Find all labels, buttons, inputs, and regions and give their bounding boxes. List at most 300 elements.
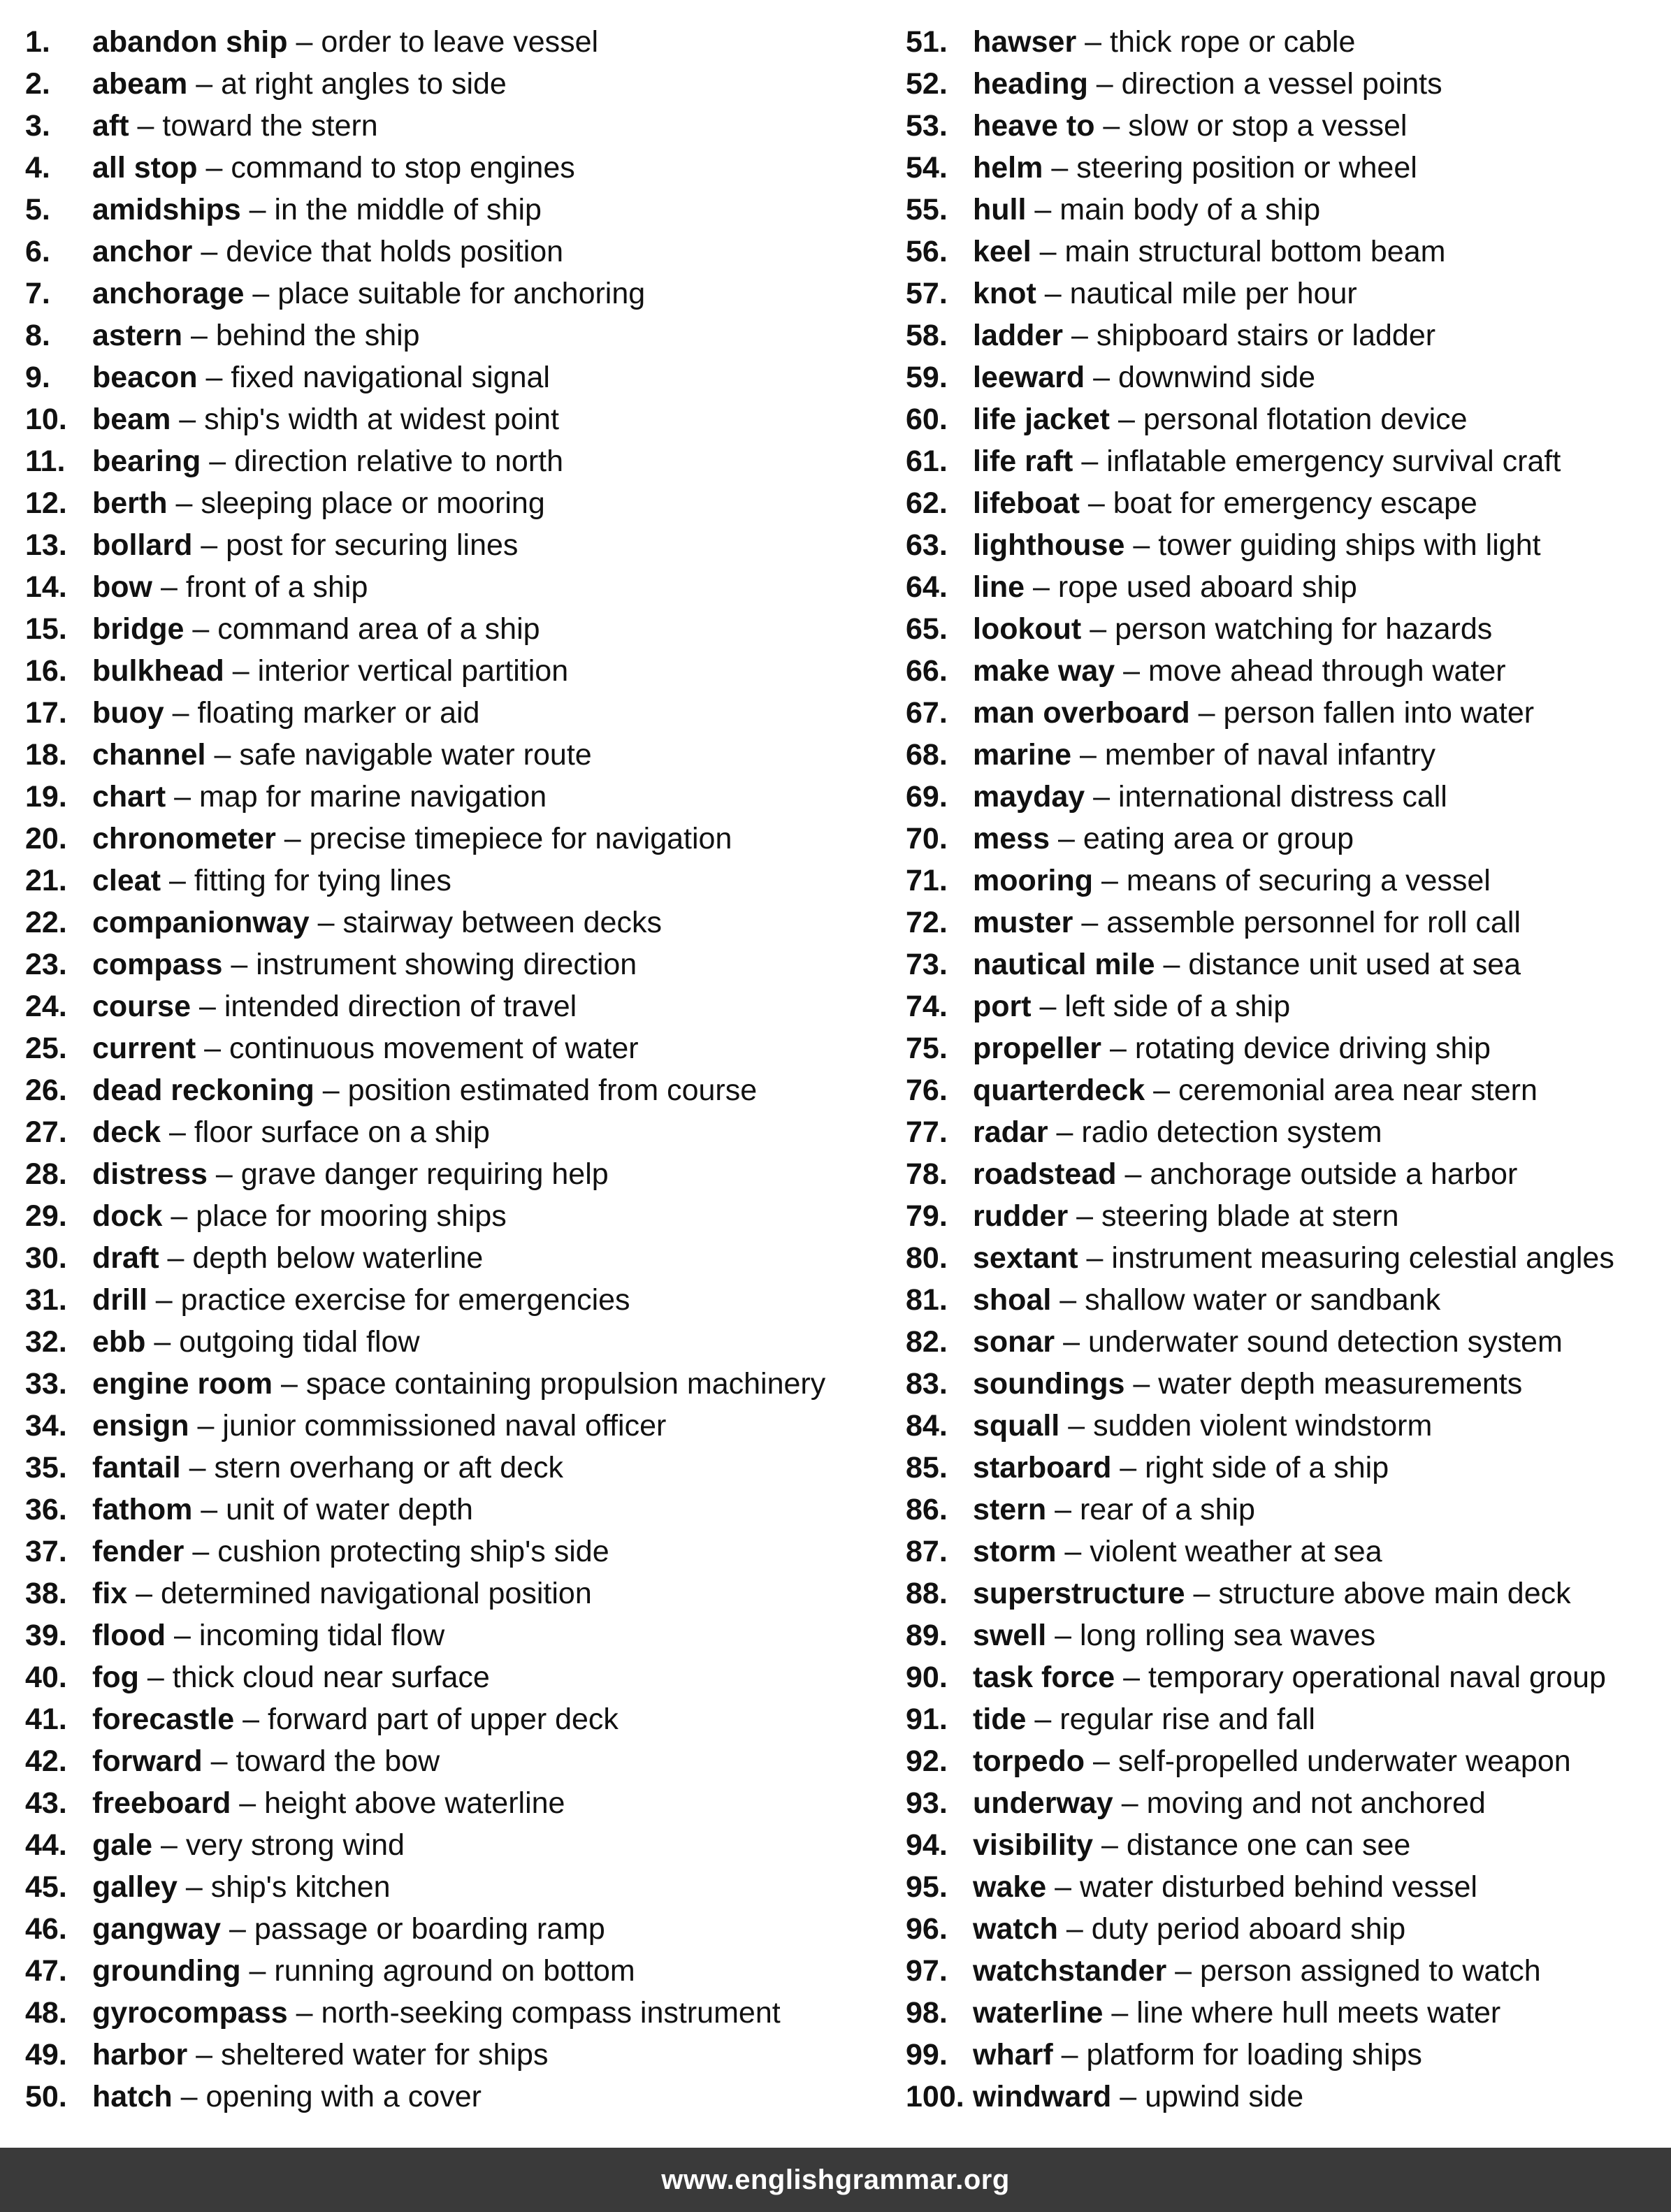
item-number: 54. bbox=[906, 151, 948, 185]
item-term: sextant bbox=[973, 1241, 1078, 1275]
item-number: 6. bbox=[25, 235, 50, 268]
item-separator: – bbox=[196, 2038, 213, 2072]
item-number: 28. bbox=[25, 1157, 67, 1191]
item-number: 1. bbox=[25, 25, 50, 59]
item-term: watch bbox=[973, 1912, 1058, 1946]
item-number: 59. bbox=[906, 361, 948, 394]
item-separator: – bbox=[197, 1409, 215, 1443]
list-item bbox=[906, 818, 1671, 860]
item-term: sonar bbox=[973, 1325, 1055, 1359]
item-separator: – bbox=[1123, 1661, 1141, 1694]
list-item bbox=[25, 273, 892, 315]
item-separator: – bbox=[317, 906, 335, 939]
item-number: 51. bbox=[906, 25, 948, 59]
list-item bbox=[25, 2076, 892, 2118]
item-number: 17. bbox=[25, 696, 67, 730]
item-definition: determined navigational position bbox=[161, 1577, 592, 1610]
item-definition: upwind side bbox=[1145, 2080, 1304, 2113]
item-separator: – bbox=[192, 612, 210, 646]
list-item bbox=[25, 650, 892, 692]
item-definition: main structural bottom beam bbox=[1064, 235, 1446, 268]
item-separator: – bbox=[160, 570, 178, 604]
item-term: dead reckoning bbox=[92, 1074, 314, 1107]
item-number: 92. bbox=[906, 1744, 948, 1778]
item-separator: – bbox=[1063, 1325, 1080, 1359]
item-number: 30. bbox=[25, 1241, 67, 1275]
list-item bbox=[906, 21, 1671, 63]
item-number: 18. bbox=[25, 738, 67, 772]
list-item bbox=[25, 1656, 892, 1698]
list-item bbox=[906, 398, 1671, 440]
item-number: 43. bbox=[25, 1786, 67, 1820]
item-separator: – bbox=[189, 1451, 206, 1484]
item-definition: device that holds position bbox=[226, 235, 564, 268]
item-definition: command to stop engines bbox=[231, 151, 575, 185]
item-term: fog bbox=[92, 1661, 139, 1694]
item-definition: radio detection system bbox=[1081, 1115, 1382, 1149]
item-definition: means of securing a vessel bbox=[1126, 864, 1491, 897]
item-definition: right side of a ship bbox=[1145, 1451, 1389, 1484]
item-definition: toward the stern bbox=[162, 109, 378, 143]
item-number: 62. bbox=[906, 486, 948, 520]
item-separator: – bbox=[1093, 780, 1111, 814]
item-number: 16. bbox=[25, 654, 67, 688]
item-separator: – bbox=[171, 1199, 188, 1233]
item-term: beacon bbox=[92, 361, 198, 394]
item-number: 93. bbox=[906, 1786, 948, 1820]
item-number: 9. bbox=[25, 361, 50, 394]
item-number: 31. bbox=[25, 1283, 67, 1317]
item-number: 87. bbox=[906, 1535, 948, 1568]
list-item bbox=[25, 1069, 892, 1111]
item-separator: – bbox=[205, 151, 223, 185]
list-item bbox=[906, 944, 1671, 985]
item-number: 23. bbox=[25, 948, 67, 981]
list-item bbox=[25, 1489, 892, 1531]
item-number: 56. bbox=[906, 235, 948, 268]
item-term: bulkhead bbox=[92, 654, 224, 688]
item-term: deck bbox=[92, 1115, 161, 1149]
item-number: 76. bbox=[906, 1074, 948, 1107]
item-separator: – bbox=[1096, 67, 1113, 101]
item-term: tide bbox=[973, 1703, 1027, 1736]
item-term: knot bbox=[973, 277, 1036, 310]
item-term: stern bbox=[973, 1493, 1047, 1526]
list-item bbox=[906, 776, 1671, 818]
item-number: 100. bbox=[906, 2080, 964, 2113]
item-term: fantail bbox=[92, 1451, 181, 1484]
item-number: 25. bbox=[25, 1032, 67, 1065]
list-item bbox=[25, 1195, 892, 1237]
item-term: muster bbox=[973, 906, 1073, 939]
item-definition: temporary operational naval group bbox=[1148, 1661, 1606, 1694]
footer-bar bbox=[0, 2148, 1671, 2212]
item-term: companionway bbox=[92, 906, 310, 939]
item-separator: – bbox=[1193, 1577, 1210, 1610]
item-number: 74. bbox=[906, 990, 948, 1023]
item-separator: – bbox=[296, 25, 313, 59]
item-definition: continuous movement of water bbox=[229, 1032, 639, 1065]
item-separator: – bbox=[1093, 1744, 1110, 1778]
item-separator: – bbox=[1039, 235, 1057, 268]
item-definition: fixed navigational signal bbox=[231, 361, 550, 394]
list-item bbox=[906, 1279, 1671, 1321]
item-number: 20. bbox=[25, 822, 67, 855]
item-separator: – bbox=[1044, 277, 1062, 310]
item-separator: – bbox=[1086, 1241, 1104, 1275]
item-separator: – bbox=[147, 1661, 164, 1694]
list-item bbox=[25, 21, 892, 63]
item-number: 88. bbox=[906, 1577, 948, 1610]
item-number: 32. bbox=[25, 1325, 67, 1359]
item-definition: person watching for hazards bbox=[1115, 612, 1493, 646]
list-item bbox=[25, 440, 892, 482]
item-term: anchor bbox=[92, 235, 193, 268]
list-item bbox=[906, 440, 1671, 482]
item-definition: post for securing lines bbox=[226, 528, 519, 562]
item-definition: place suitable for anchoring bbox=[277, 277, 646, 310]
list-item bbox=[25, 1698, 892, 1740]
item-definition: member of naval infantry bbox=[1104, 738, 1436, 772]
item-term: hull bbox=[973, 193, 1027, 226]
item-definition: main body of a ship bbox=[1059, 193, 1321, 226]
list-item bbox=[906, 63, 1671, 105]
item-definition: rope used aboard ship bbox=[1057, 570, 1357, 604]
item-definition: structure above main deck bbox=[1218, 1577, 1571, 1610]
item-number: 77. bbox=[906, 1115, 948, 1149]
item-term: fender bbox=[92, 1535, 185, 1568]
item-definition: thick cloud near surface bbox=[172, 1661, 490, 1694]
item-number: 55. bbox=[906, 193, 948, 226]
list-item bbox=[906, 1950, 1671, 1992]
item-separator: – bbox=[1039, 990, 1057, 1023]
list-item bbox=[25, 776, 892, 818]
list-item bbox=[906, 1321, 1671, 1363]
item-separator: – bbox=[1064, 1535, 1082, 1568]
item-term: starboard bbox=[973, 1451, 1112, 1484]
item-separator: – bbox=[201, 528, 218, 562]
item-term: superstructure bbox=[973, 1577, 1185, 1610]
list-item bbox=[25, 608, 892, 650]
item-separator: – bbox=[1055, 1619, 1072, 1652]
item-number: 42. bbox=[25, 1744, 67, 1778]
item-definition: steering position or wheel bbox=[1076, 151, 1417, 185]
item-number: 12. bbox=[25, 486, 67, 520]
item-number: 27. bbox=[25, 1115, 67, 1149]
item-number: 34. bbox=[25, 1409, 67, 1443]
item-number: 46. bbox=[25, 1912, 67, 1946]
item-separator: – bbox=[1103, 109, 1120, 143]
item-term: rudder bbox=[973, 1199, 1069, 1233]
item-term: amidships bbox=[92, 193, 241, 226]
item-number: 3. bbox=[25, 109, 50, 143]
item-separator: – bbox=[1111, 1996, 1129, 2030]
item-term: line bbox=[973, 570, 1025, 604]
item-definition: underwater sound detection system bbox=[1087, 1325, 1563, 1359]
footer-url: www.englishgrammar.org bbox=[661, 2164, 1010, 2195]
item-term: marine bbox=[973, 738, 1072, 772]
item-definition: inflatable emergency survival craft bbox=[1106, 444, 1561, 478]
item-definition: regular rise and fall bbox=[1059, 1703, 1315, 1736]
item-definition: downwind side bbox=[1117, 361, 1316, 394]
list-item bbox=[25, 63, 892, 105]
item-separator: – bbox=[1087, 486, 1105, 520]
item-number: 5. bbox=[25, 193, 50, 226]
item-number: 52. bbox=[906, 67, 948, 101]
item-term: roadstead bbox=[973, 1157, 1117, 1191]
list-item bbox=[25, 2034, 892, 2076]
item-term: harbor bbox=[92, 2038, 188, 2072]
item-separator: – bbox=[1123, 654, 1141, 688]
item-number: 65. bbox=[906, 612, 948, 646]
item-term: fix bbox=[92, 1577, 128, 1610]
item-definition: water disturbed behind vessel bbox=[1080, 1870, 1477, 1904]
item-number: 85. bbox=[906, 1451, 948, 1484]
item-number: 66. bbox=[906, 654, 948, 688]
list-item bbox=[906, 1069, 1671, 1111]
item-definition: map for marine navigation bbox=[198, 780, 547, 814]
item-term: propeller bbox=[973, 1032, 1101, 1065]
item-term: distress bbox=[92, 1157, 208, 1191]
list-item bbox=[25, 985, 892, 1027]
item-number: 21. bbox=[25, 864, 67, 897]
item-definition: distance unit used at sea bbox=[1188, 948, 1521, 981]
list-item bbox=[906, 1740, 1671, 1782]
list-item bbox=[906, 231, 1671, 273]
item-separator: – bbox=[185, 1870, 203, 1904]
right-column bbox=[906, 21, 1671, 2118]
item-term: lookout bbox=[973, 612, 1082, 646]
list-item bbox=[906, 902, 1671, 944]
item-term: man overboard bbox=[973, 696, 1190, 730]
item-number: 61. bbox=[906, 444, 948, 478]
item-term: ladder bbox=[973, 319, 1064, 352]
item-separator: – bbox=[1079, 738, 1097, 772]
item-number: 53. bbox=[906, 109, 948, 143]
item-number: 8. bbox=[25, 319, 50, 352]
item-separator: – bbox=[296, 1996, 313, 2030]
item-term: keel bbox=[973, 235, 1032, 268]
item-separator: – bbox=[1034, 193, 1052, 226]
item-term: course bbox=[92, 990, 191, 1023]
item-separator: – bbox=[1117, 403, 1135, 436]
item-definition: water depth measurements bbox=[1158, 1367, 1523, 1401]
item-term: gale bbox=[92, 1828, 153, 1862]
item-separator: – bbox=[1071, 319, 1088, 352]
item-definition: cushion protecting ship's side bbox=[217, 1535, 609, 1568]
list-item bbox=[906, 1237, 1671, 1279]
list-item bbox=[25, 1531, 892, 1573]
item-definition: instrument measuring celestial angles bbox=[1111, 1241, 1614, 1275]
item-definition: at right angles to side bbox=[221, 67, 507, 101]
item-term: current bbox=[92, 1032, 196, 1065]
item-separator: – bbox=[154, 1325, 171, 1359]
item-number: 63. bbox=[906, 528, 948, 562]
item-definition: shallow water or sandbank bbox=[1085, 1283, 1441, 1317]
list-item bbox=[906, 1111, 1671, 1153]
item-number: 60. bbox=[906, 403, 948, 436]
list-item bbox=[25, 1614, 892, 1656]
item-separator: – bbox=[201, 1493, 218, 1526]
item-number: 22. bbox=[25, 906, 67, 939]
item-definition: anchorage outside a harbor bbox=[1150, 1157, 1518, 1191]
item-number: 10. bbox=[25, 403, 67, 436]
list-item bbox=[25, 231, 892, 273]
item-number: 48. bbox=[25, 1996, 67, 2030]
item-term: berth bbox=[92, 486, 168, 520]
item-separator: – bbox=[1055, 1493, 1072, 1526]
item-number: 89. bbox=[906, 1619, 948, 1652]
item-number: 79. bbox=[906, 1199, 948, 1233]
item-number: 57. bbox=[906, 277, 948, 310]
item-separator: – bbox=[1081, 906, 1099, 939]
list-item bbox=[25, 1866, 892, 1908]
item-number: 19. bbox=[25, 780, 67, 814]
list-item bbox=[25, 356, 892, 398]
item-term: windward bbox=[973, 2080, 1112, 2113]
item-separator: – bbox=[168, 864, 186, 897]
list-item bbox=[25, 944, 892, 985]
item-number: 15. bbox=[25, 612, 67, 646]
item-number: 44. bbox=[25, 1828, 67, 1862]
list-item bbox=[906, 1027, 1671, 1069]
item-separator: – bbox=[168, 1115, 186, 1149]
item-definition: height above waterline bbox=[264, 1786, 565, 1820]
item-definition: rear of a ship bbox=[1079, 1493, 1255, 1526]
list-item bbox=[25, 1740, 892, 1782]
list-item bbox=[25, 1363, 892, 1405]
item-separator: – bbox=[1076, 1199, 1094, 1233]
item-definition: unit of water depth bbox=[226, 1493, 473, 1526]
item-term: ebb bbox=[92, 1325, 146, 1359]
list-item bbox=[906, 1405, 1671, 1447]
left-column bbox=[25, 21, 892, 2118]
list-item bbox=[25, 482, 892, 524]
item-definition: order to leave vessel bbox=[321, 25, 599, 59]
item-term: shoal bbox=[973, 1283, 1052, 1317]
list-item bbox=[25, 1950, 892, 1992]
list-item bbox=[906, 1573, 1671, 1614]
list-item bbox=[906, 1782, 1671, 1824]
list-item bbox=[25, 398, 892, 440]
list-item bbox=[906, 315, 1671, 356]
item-definition: space containing propulsion machinery bbox=[305, 1367, 826, 1401]
item-number: 70. bbox=[906, 822, 948, 855]
item-number: 98. bbox=[906, 1996, 948, 2030]
item-term: draft bbox=[92, 1241, 159, 1275]
item-separator: – bbox=[1163, 948, 1180, 981]
item-definition: distance one can see bbox=[1126, 1828, 1411, 1862]
item-term: quarterdeck bbox=[973, 1074, 1145, 1107]
item-term: all stop bbox=[92, 151, 198, 185]
item-term: mooring bbox=[973, 864, 1093, 897]
item-term: swell bbox=[973, 1619, 1047, 1652]
list-item bbox=[25, 902, 892, 944]
item-number: 29. bbox=[25, 1199, 67, 1233]
list-item bbox=[906, 356, 1671, 398]
item-separator: – bbox=[161, 1828, 178, 1862]
list-item bbox=[25, 1237, 892, 1279]
item-term: squall bbox=[973, 1409, 1060, 1443]
item-term: life raft bbox=[973, 444, 1073, 478]
item-separator: – bbox=[243, 1703, 260, 1736]
list-item bbox=[25, 105, 892, 147]
item-separator: – bbox=[322, 1074, 340, 1107]
item-definition: ship's width at widest point bbox=[204, 403, 559, 436]
item-definition: sheltered water for ships bbox=[221, 2038, 549, 2072]
list-item bbox=[25, 1321, 892, 1363]
item-number: 90. bbox=[906, 1661, 948, 1694]
list-item bbox=[906, 482, 1671, 524]
item-term: hawser bbox=[973, 25, 1077, 59]
item-definition: sleeping place or mooring bbox=[201, 486, 545, 520]
item-separator: – bbox=[1081, 444, 1099, 478]
item-term: bow bbox=[92, 570, 152, 604]
item-term: abandon ship bbox=[92, 25, 288, 59]
item-separator: – bbox=[1124, 1157, 1142, 1191]
item-definition: personal flotation device bbox=[1143, 403, 1468, 436]
list-item bbox=[25, 189, 892, 231]
item-term: storm bbox=[973, 1535, 1057, 1568]
item-separator: – bbox=[1175, 1954, 1192, 1988]
item-definition: sudden violent windstorm bbox=[1093, 1409, 1433, 1443]
item-term: nautical mile bbox=[973, 948, 1155, 981]
list-item bbox=[25, 1992, 892, 2034]
item-term: galley bbox=[92, 1870, 178, 1904]
item-separator: – bbox=[284, 822, 301, 855]
list-item bbox=[25, 315, 892, 356]
item-term: astern bbox=[92, 319, 183, 352]
item-definition: safe navigable water route bbox=[239, 738, 592, 772]
item-definition: international distress call bbox=[1118, 780, 1447, 814]
item-separator: – bbox=[1109, 1032, 1127, 1065]
item-number: 39. bbox=[25, 1619, 67, 1652]
item-definition: forward part of upper deck bbox=[268, 1703, 619, 1736]
item-number: 24. bbox=[25, 990, 67, 1023]
list-item bbox=[25, 1111, 892, 1153]
item-separator: – bbox=[209, 444, 226, 478]
list-item bbox=[25, 1908, 892, 1950]
item-term: helm bbox=[973, 151, 1043, 185]
item-definition: practice exercise for emergencies bbox=[180, 1283, 630, 1317]
item-definition: shipboard stairs or ladder bbox=[1096, 319, 1436, 352]
item-term: freeboard bbox=[92, 1786, 231, 1820]
item-number: 82. bbox=[906, 1325, 948, 1359]
item-definition: in the middle of ship bbox=[274, 193, 542, 226]
list-item bbox=[906, 608, 1671, 650]
item-definition: behind the ship bbox=[215, 319, 420, 352]
item-term: abeam bbox=[92, 67, 188, 101]
item-number: 86. bbox=[906, 1493, 948, 1526]
item-number: 47. bbox=[25, 1954, 67, 1988]
item-separator: – bbox=[1120, 1451, 1137, 1484]
list-item bbox=[906, 2076, 1671, 2118]
item-separator: – bbox=[231, 948, 248, 981]
item-term: anchorage bbox=[92, 277, 245, 310]
list-item bbox=[906, 105, 1671, 147]
item-separator: – bbox=[1121, 1786, 1138, 1820]
item-definition: interior vertical partition bbox=[257, 654, 569, 688]
item-separator: – bbox=[280, 1367, 298, 1401]
list-item bbox=[906, 1698, 1671, 1740]
item-definition: depth below waterline bbox=[192, 1241, 484, 1275]
list-item bbox=[906, 1992, 1671, 2034]
item-number: 73. bbox=[906, 948, 948, 981]
item-definition: self-propelled underwater weapon bbox=[1117, 1744, 1571, 1778]
item-separator: – bbox=[1061, 2038, 1078, 2072]
item-separator: – bbox=[204, 1032, 222, 1065]
item-number: 81. bbox=[906, 1283, 948, 1317]
